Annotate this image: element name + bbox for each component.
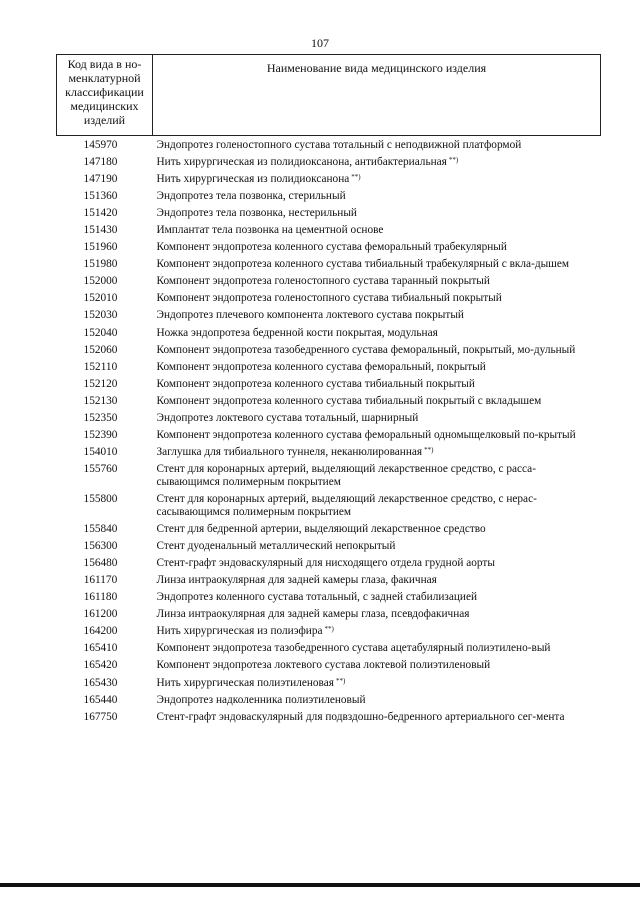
table-row [57, 221, 601, 238]
device-code: 152120 [83, 377, 118, 390]
device-name-cell [153, 708, 601, 725]
footnote-marker: **) [424, 446, 434, 455]
table-row [57, 187, 601, 204]
device-name: Заглушка для тибиального туннеля, неканюлированная [156, 446, 423, 459]
device-code: 152350 [83, 412, 118, 424]
device-name: Компонент эндопротеза голеностопного сустава таранный покрытый [156, 275, 490, 288]
device-name: Эндопротез локтевого сустава тотальный, шарнирный [156, 412, 419, 424]
device-name: Стент для бедренной артерии, выделяющий лекарственное средство [156, 522, 486, 535]
device-name-cell [153, 444, 601, 461]
device-name-cell [153, 136, 601, 154]
header-name: Наименование вида медицинского изделия [153, 55, 601, 136]
device-name: Эндопротез коленного сустава тотальный, с задней стабилизацией [156, 591, 478, 604]
device-name-cell [153, 170, 601, 187]
device-name: Нить хирургическая из полидиоксанона, антибактериальная [156, 155, 447, 168]
device-name-cell [153, 427, 601, 444]
device-name-cell [153, 490, 601, 520]
device-name: Имплантат тела позвонка на цементной основе [156, 223, 384, 236]
device-name-cell [153, 554, 601, 571]
device-code: 152030 [83, 309, 118, 322]
footnote-marker: **) [324, 625, 334, 634]
table-row [57, 307, 601, 324]
device-code: 155760 [83, 463, 118, 476]
device-name-cell [153, 290, 601, 307]
device-name-cell [153, 461, 601, 491]
table-row [57, 554, 601, 571]
device-name: Компонент эндопротеза коленного сустава тибиальный покрытый [156, 377, 475, 390]
device-name: Нить хирургическая полиэтиленовая [156, 676, 334, 689]
table-row [57, 341, 601, 358]
table-row [57, 392, 601, 409]
device-name: Линза интраокулярная для задней камеры глаза, факичная [156, 573, 437, 586]
device-name: Нить хирургическая из полиэфира [156, 625, 323, 638]
device-code: 152010 [83, 292, 118, 305]
device-name-cell [153, 589, 601, 606]
table-header-row [57, 55, 601, 136]
device-name-cell [153, 392, 601, 409]
device-name-cell [153, 375, 601, 392]
device-code: 151360 [83, 189, 118, 202]
device-code: 161170 [83, 573, 118, 586]
table-row [57, 427, 601, 444]
table-row [57, 290, 601, 307]
device-code: 151420 [83, 206, 118, 219]
device-name-cell [153, 239, 601, 256]
table-row [57, 273, 601, 290]
device-code: 156300 [83, 539, 118, 552]
table-row [57, 623, 601, 640]
device-code: 156480 [83, 556, 118, 569]
device-name: Компонент эндопротеза голеностопного сустава тибиальный покрытый [156, 292, 502, 305]
device-name: Эндопротез тела позвонка, нестерильный [156, 206, 357, 219]
device-code: 161180 [83, 591, 118, 604]
device-name-cell [153, 153, 601, 170]
device-name-cell [153, 187, 601, 204]
device-name-cell [153, 324, 601, 341]
table-row [57, 375, 601, 392]
footnote-marker: **) [351, 172, 361, 181]
table-row [57, 490, 601, 520]
table-row [57, 674, 601, 691]
device-name: Компонент эндопротеза коленного сустава тибиальный трабекулярный с вкла-дышем [156, 258, 570, 271]
table-row [57, 239, 601, 256]
page-bottom-rule [0, 883, 640, 887]
table-row [57, 461, 601, 491]
device-name-cell [153, 256, 601, 273]
device-name-cell [153, 537, 601, 554]
device-code: 152390 [83, 429, 118, 442]
table-row [57, 170, 601, 187]
device-name-cell [153, 221, 601, 238]
device-name-cell [153, 341, 601, 358]
page-number: 107 [311, 36, 329, 50]
table-row [57, 324, 601, 341]
device-name: Эндопротез плечевого компонента локтевого сустава покрытый [156, 309, 464, 322]
device-code: 147190 [83, 172, 118, 185]
device-name: Компонент эндопротеза коленного сустава феморальный трабекулярный [156, 241, 507, 254]
table-row [57, 640, 601, 657]
device-code: 152040 [83, 326, 118, 339]
table-row [57, 708, 601, 725]
device-code: 167750 [83, 710, 118, 723]
device-name-cell [153, 640, 601, 657]
footnote-marker: **) [448, 155, 459, 164]
table-row [57, 589, 601, 606]
device-name: Эндопротез тела позвонка, стерильный [156, 189, 346, 202]
device-name: Эндопротез голеностопного сустава тотальный с неподвижной платформой [156, 138, 522, 151]
device-name: Компонент эндопротеза коленного сустава феморальный, покрытый [156, 360, 486, 373]
table-row [57, 444, 601, 461]
table-row [57, 571, 601, 588]
device-name-cell [153, 674, 601, 691]
device-code: 165410 [83, 642, 118, 655]
device-name: Компонент эндопротеза тазобедренного сустава ацетабулярный полиэтилено-вый [156, 642, 551, 655]
device-code: 161200 [83, 608, 118, 621]
device-code: 152110 [83, 360, 118, 373]
table-row [57, 256, 601, 273]
table-row [57, 657, 601, 674]
device-code: 151430 [83, 223, 118, 236]
table-row [57, 358, 601, 375]
device-name-cell [153, 691, 601, 708]
device-code: 165440 [83, 693, 118, 706]
device-name: Компонент эндопротеза коленного сустава феморальный одномыщелковый по-крытый [156, 429, 576, 442]
table-row [57, 606, 601, 623]
table-row [57, 691, 601, 708]
device-name-cell [153, 520, 601, 537]
device-name: Ножка эндопротеза бедренной кости покрытая, модульная [156, 326, 438, 339]
device-name: Стент-графт эндоваскулярный для нисходящего отдела грудной аорты [156, 556, 495, 569]
table-row [57, 136, 601, 154]
device-name-cell [153, 307, 601, 324]
table-row [57, 204, 601, 221]
device-name-cell [153, 410, 601, 427]
table-body [57, 136, 601, 726]
device-name-cell [153, 623, 601, 640]
device-name: Стент-графт эндоваскулярный для подвздошно-бедренного артериального сег-мента [156, 710, 565, 723]
device-name: Нить хирургическая из полидиоксанона [156, 172, 350, 185]
header-code: Код вида в но-менклатурной классификации медицинских изделий [57, 55, 153, 136]
device-name: Линза интраокулярная для задней камеры глаза, псевдофакичная [156, 608, 470, 621]
device-code: 155840 [83, 522, 118, 535]
table-row [57, 537, 601, 554]
device-name-cell [153, 204, 601, 221]
device-name-cell [153, 571, 601, 588]
device-name-cell [153, 273, 601, 290]
device-code: 152130 [83, 394, 118, 407]
device-code: 165420 [83, 659, 118, 672]
device-code: 154010 [83, 446, 118, 459]
device-name: Стент для коронарных артерий, выделяющий лекарственное средство, с расса-сывающимся полимерным покрытием [156, 463, 536, 488]
device-code: 155800 [83, 492, 118, 505]
device-code: 164200 [83, 625, 118, 638]
device-name: Компонент эндопротеза локтевого сустава локтевой полиэтиленовый [156, 659, 491, 672]
device-name-cell [153, 657, 601, 674]
device-code: 165430 [83, 676, 118, 689]
device-name: Стент для коронарных артерий, выделяющий лекарственное средство, с нерас-сасывающимся полимерным покрытием [156, 492, 537, 518]
device-name: Компонент эндопротеза коленного сустава тибиальный покрытый с вкладышем [156, 394, 542, 407]
footnote-marker: **) [335, 676, 346, 685]
device-name-cell [153, 606, 601, 623]
device-code: 145970 [83, 138, 118, 151]
device-name: Компонент эндопротеза тазобедренного сустава феморальный, покрытый, мо-дульный [156, 343, 576, 356]
device-name-cell [153, 358, 601, 375]
device-name: Эндопротез надколенника полиэтиленовый [156, 693, 366, 706]
table-row [57, 410, 601, 427]
device-code: 147180 [83, 155, 118, 168]
device-name: Стент дуоденальный металлический непокрытый [156, 539, 396, 552]
table-row [57, 520, 601, 537]
device-code: 152000 [83, 275, 118, 288]
table-row [57, 153, 601, 170]
device-code: 151980 [83, 258, 118, 271]
device-code: 152060 [83, 343, 118, 356]
medical-devices-table [56, 54, 601, 725]
device-code: 151960 [83, 241, 118, 254]
